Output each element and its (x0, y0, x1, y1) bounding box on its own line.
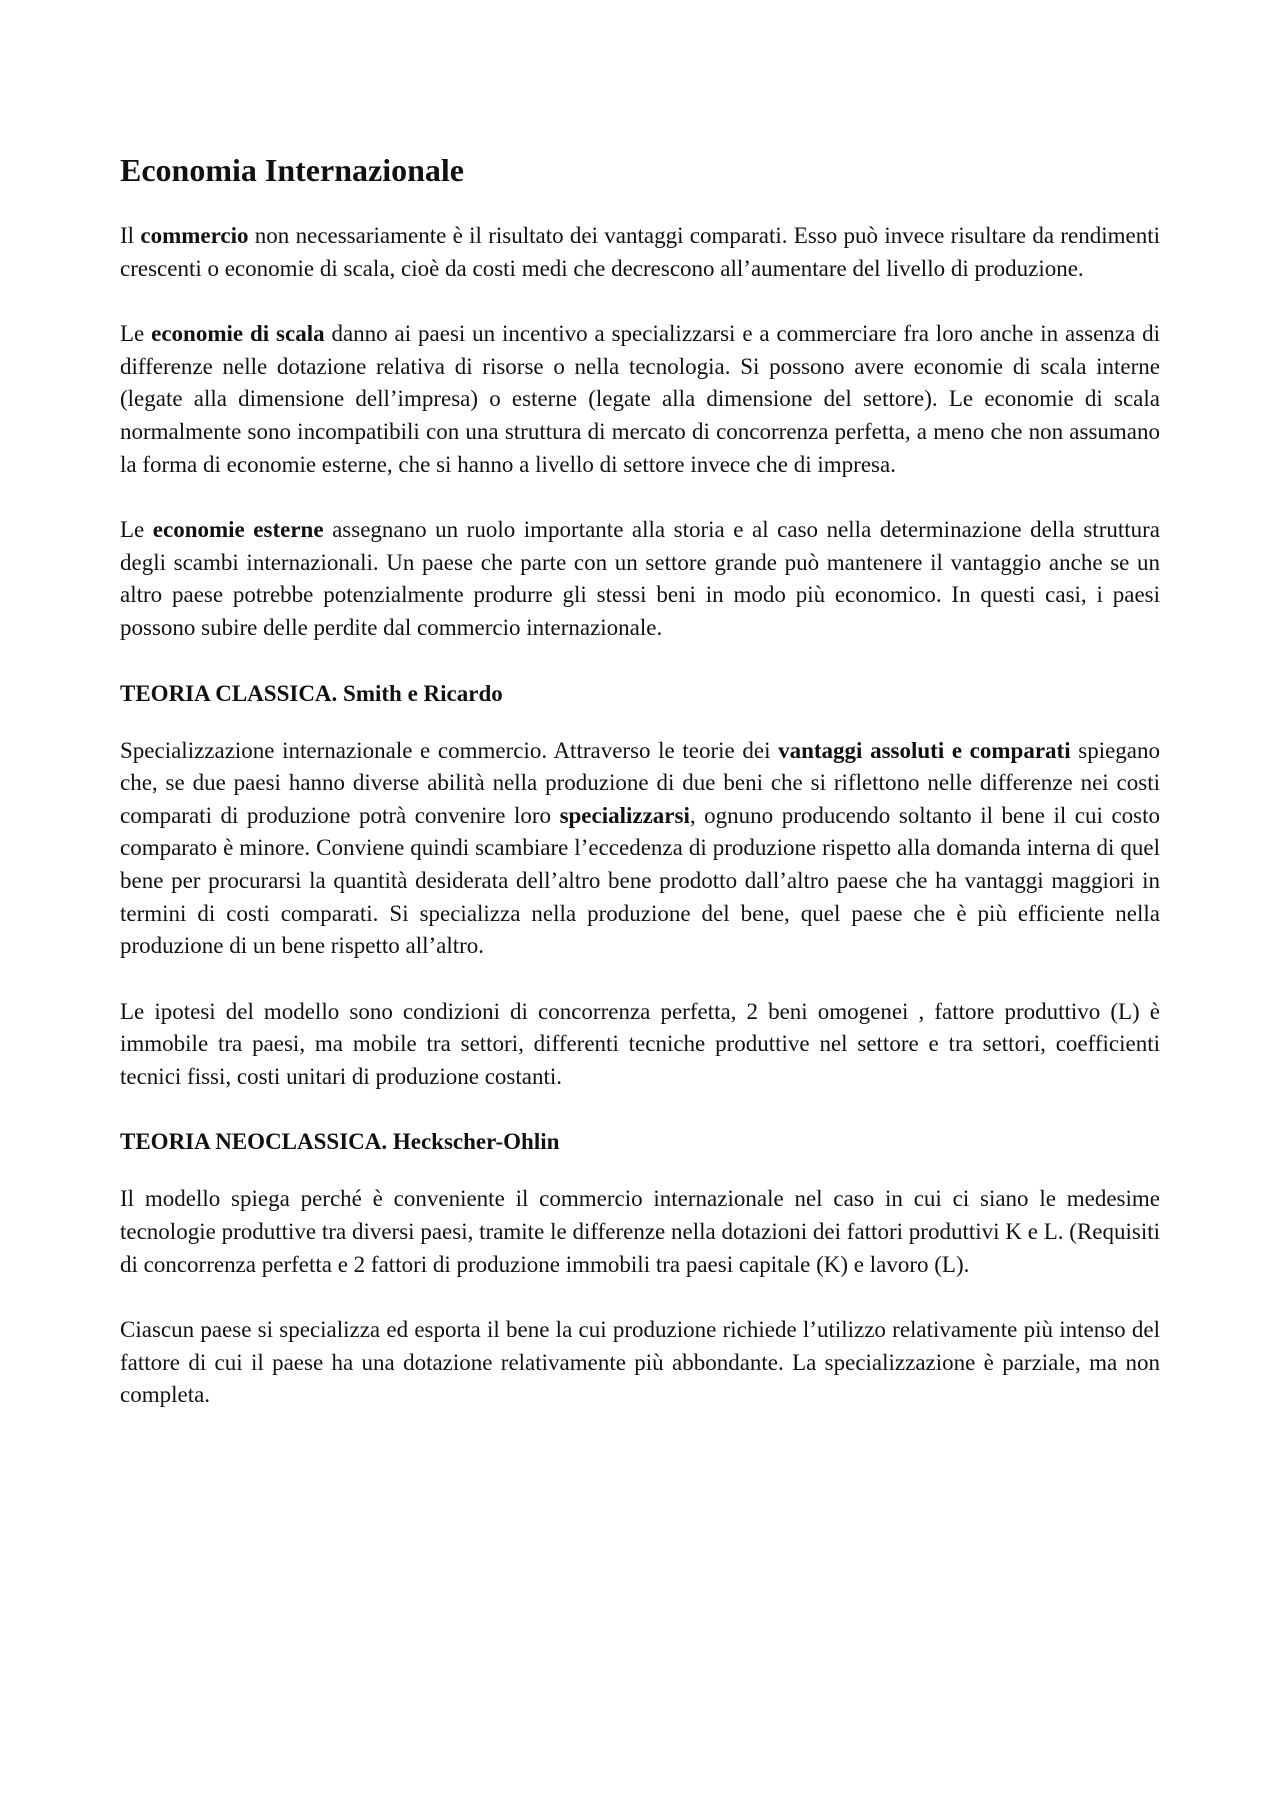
text: spiegano che, se due paesi hanno diverse abilità nella produzione di due beni che si riflettono nelle differenze nei costi comparati di produzione potrà convenire loro (120, 737, 1160, 828)
text: danno ai paesi un incentivo a specializzarsi e a commerciare fra loro anche in assenza di differenze nelle dotazione relativa di risorse o nella tecnologia. Si possono avere economie di scala interne (legate alla dimensione dell’impresa) o esterne (legate alla dimensione del settore). Le economie di scala normalmente sono incompatibili con una struttura di mercato di concorrenza perfetta, a meno che non assumano la forma di economie esterne, che si hanno a livello di settore invece che di impresa. (120, 321, 1160, 477)
section-heading-teoria-neoclassica: TEORIA NEOCLASSICA. Heckscher-Ohlin (120, 1129, 560, 1155)
bold-term: specializzarsi (559, 802, 690, 828)
text: assegnano un ruolo importante alla storia e al caso nella determinazione della struttura degli scambi internazionali. Un paese che parte con un settore grande può mantenere il vantaggio anche se un altro paese potrebbe potenzialmente produrre gli stessi beni in modo più economico. In questi casi, i paesi possono subire delle perdite dal commercio internazionale. (120, 517, 1160, 640)
paragraph-economie-di-scala (120, 318, 1160, 481)
document-page (120, 150, 1160, 1445)
paragraph-specializzazione (120, 735, 1160, 963)
paragraph-commercio (120, 220, 1160, 285)
paragraph-economie-esterne (120, 514, 1160, 644)
paragraph-ipotesi-modello: Le ipotesi del modello sono condizioni di concorrenza perfetta, 2 beni omogenei , fattore produttivo (L) è immobile tra paesi, ma mobile tra settori, differenti tecniche produttive nel settore e tra settori, coefficienti tecnici fissi, costi unitari di produzione costanti. (120, 998, 1160, 1089)
document-title: Economia Internazionale (120, 152, 464, 188)
section-heading-teoria-classica: TEORIA CLASSICA. Smith e Ricardo (120, 680, 503, 706)
paragraph-modello-heckscher-ohlin: Il modello spiega perché è conveniente il commercio internazionale nel caso in cui ci siano le medesime tecnologie produttive tra diversi paesi, tramite le differenze nella dotazioni dei fattori produttivi K e L. (Requisiti di concorrenza perfetta e 2 fattori di produzione immobili tra paesi capitale (K) e lavoro (L). (120, 1186, 1160, 1277)
paragraph-specializzazione-parziale: Ciascun paese si specializza ed esporta il bene la cui produzione richiede l’utilizzo relativamente più intenso del fattore di cui il paese ha una dotazione relativamente più abbondante. La specializzazione è parziale, ma non completa. (120, 1317, 1160, 1408)
bold-term: vantaggi assoluti e comparati (778, 737, 1071, 763)
text: Le (120, 517, 153, 543)
bold-term: commercio (140, 223, 249, 248)
text: non necessariamente è il risultato dei vantaggi comparati. Esso può invece risultare da rendimenti crescenti o economie di scala, cioè da costi medi che decrescono all’aumentare del livello di produzione. (120, 223, 1160, 281)
bold-term: economie esterne (152, 517, 324, 543)
text: Le (120, 321, 152, 347)
text: Specializzazione internazionale e commercio. Attraverso le teorie dei (120, 737, 779, 763)
text: , ognuno producendo soltanto il bene il cui costo comparato è minore. Conviene quindi scambiare l’eccedenza di produzione rispetto alla domanda interna di quel bene per procurarsi la quantità desiderata dell’altro bene prodotto dall’altro paese che ha vantaggi maggiori in termini di costi comparati. Si specializza nella produzione del bene, quel paese che è più efficiente nella produzione di un bene rispetto all’altro. (120, 802, 1160, 959)
bold-term: economie di scala (151, 321, 325, 347)
text: Il (120, 223, 141, 248)
